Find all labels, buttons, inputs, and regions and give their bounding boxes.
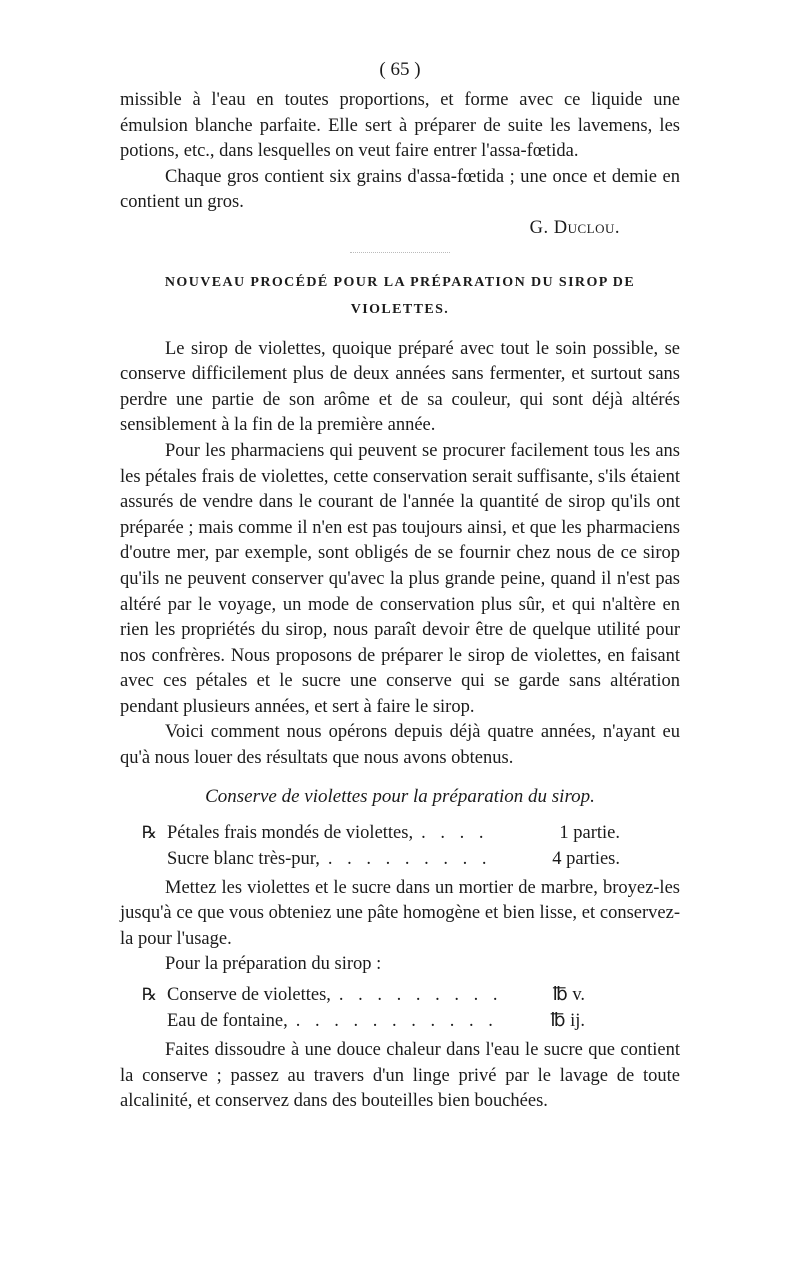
ingredient-name: Sucre blanc très-pur, bbox=[167, 848, 320, 869]
ingredient-name: Eau de fontaine, bbox=[167, 1011, 288, 1032]
recipe-subtitle: Conserve de violettes pour la préparation du sirop. bbox=[205, 785, 595, 807]
ingredient-quantity: ℔ ij. bbox=[550, 1011, 585, 1032]
ingredient-quantity: 4 parties. bbox=[552, 848, 620, 869]
section-title-line-1: NOUVEAU PROCÉDÉ POUR LA PRÉPARATION DU SIROP DE bbox=[164, 274, 636, 290]
recipe-row bbox=[120, 982, 680, 1008]
section-paragraph-2: Pour les pharmaciens qui peuvent se procurer facilement tous les ans les pétales frais de violettes, cette conservation serait suffisante, s'ils étaient assurés de vendre dans le courant de l'année la quantité de sirop qu'ils ont préparée ; mais comme il n'en est pas toujours ainsi, et que les pharmaciens d'outre mer, par exemple, sont obligés de se fournir chez nous de ce sirop qu'ils ne peuvent conserver qu'avec la plus grande peine, quand il n'est pas altéré par le voyage, un mode de conservation plus sûr, et qui n'altère en rien les propriétés du sirop, nous paraît devoir être de quelque utilité pour nos confrères. Nous proposons de préparer le sirop de violettes, en faisant avec ces pétales et le sucre une conserve qui se garde sans altération pendant plusieurs années, et sert à faire le sirop. bbox=[120, 440, 680, 717]
page-number: ( 65 ) bbox=[379, 59, 421, 80]
section-title bbox=[120, 269, 680, 323]
author-signature: G. Duclou. bbox=[529, 217, 620, 238]
recipe-symbol-icon: ℞ bbox=[141, 985, 157, 1005]
recipe-row bbox=[120, 820, 680, 846]
intro-paragraph-2-text: Chaque gros contient six grains d'assa-fœtida ; une once et demie en contient un gros. bbox=[120, 166, 680, 213]
document-page bbox=[120, 58, 680, 1115]
signature-line bbox=[120, 216, 680, 242]
leader-dots: . . . . . . . . . . . bbox=[295, 1011, 498, 1032]
section-paragraph-1: Le sirop de violettes, quoique préparé avec tout le soin possible, se conserve difficilement plus de deux années sans fermenter, et surtout sans perdre une partie de son arôme et de sa couleur, qui sont déjà altérés sensiblement à la fin de la première année. bbox=[120, 338, 680, 436]
section-divider bbox=[350, 252, 450, 253]
section-paragraph-5: Pour la préparation du sirop : bbox=[165, 954, 382, 975]
recipe-row bbox=[120, 846, 680, 872]
leader-dots: . . . . . . . . . bbox=[327, 848, 492, 869]
section-title-line-2: VIOLETTES. bbox=[350, 301, 450, 317]
ingredient-quantity: 1 partie. bbox=[559, 822, 620, 843]
ingredient-name: Pétales frais mondés de violettes, bbox=[167, 822, 414, 843]
section-paragraph-6: Faites dissoudre à une douce chaleur dans l'eau le sucre que contient la conserve ; passez au travers d'un linge privé par le lavage de toute alcalinité, et conservez dans des bouteilles bien bouchées. bbox=[120, 1040, 680, 1112]
ingredient-quantity: ℔ v. bbox=[552, 985, 585, 1006]
intro-paragraph-1: missible à l'eau en toutes proportions, et forme avec ce liquide une émulsion blanche parfaite. Elle sert à préparer de suite les lavemens, les potions, etc., dans lesquelles on veut faire entrer l'assa-fœtida. bbox=[120, 90, 680, 162]
leader-dots: . . . . . . . . . bbox=[338, 985, 503, 1006]
section-paragraph-3: Voici comment nous opérons depuis déjà quatre années, n'ayant eu qu'à nous louer des résultats que nous avons obtenus. bbox=[120, 722, 680, 769]
recipe-conserve bbox=[120, 820, 680, 872]
recipe-symbol-icon: ℞ bbox=[141, 822, 157, 842]
section-paragraph-4: Mettez les violettes et le sucre dans un mortier de marbre, broyez-les jusqu'à ce que vous obteniez une pâte homogène et bien lisse, et conservez-la pour l'usage. bbox=[120, 877, 680, 949]
intro-paragraph-2-block bbox=[120, 165, 680, 242]
recipe-sirop bbox=[120, 982, 680, 1034]
leader-dots: . . . . bbox=[421, 822, 489, 843]
recipe-row bbox=[120, 1008, 680, 1034]
ingredient-name: Conserve de violettes, bbox=[167, 985, 331, 1006]
intro-paragraph-2 bbox=[120, 165, 680, 216]
